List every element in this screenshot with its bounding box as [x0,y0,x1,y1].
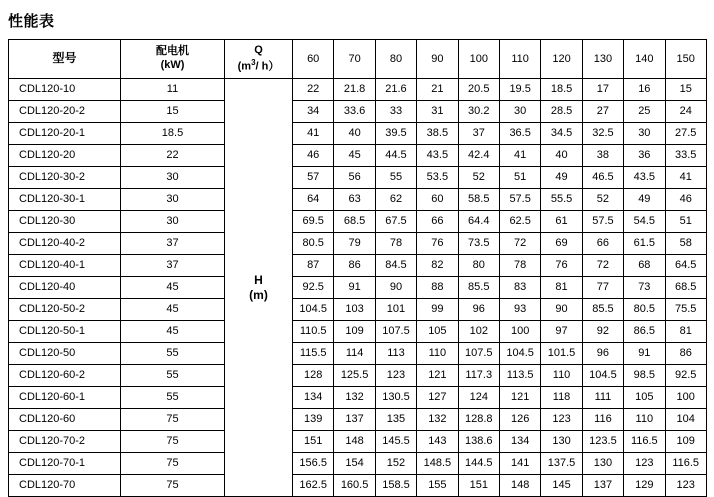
cell-head-value: 81 [541,277,582,299]
header-flow-unit-exponent: 3 [251,57,256,67]
cell-head-value: 80 [458,255,499,277]
cell-head-value: 162.5 [293,475,334,497]
cell-head-value: 154 [334,453,375,475]
cell-head-value: 132 [334,387,375,409]
cell-head-value: 156.5 [293,453,334,475]
cell-model: CDL120-60-1 [9,387,121,409]
header-flow-unit-suffix: / h） [255,60,280,73]
table-header [9,40,707,79]
cell-power: 30 [121,167,225,189]
cell-head-value: 113 [375,343,416,365]
cell-head-value: 90 [375,277,416,299]
cell-head-value: 104.5 [293,299,334,321]
cell-head-value: 55.5 [541,189,582,211]
table-row [9,233,707,255]
cell-model: CDL120-70-2 [9,431,121,453]
cell-head-value: 72 [582,255,623,277]
cell-head-value: 42.4 [458,145,499,167]
cell-head-value: 17 [582,79,623,101]
cell-head-value: 40 [334,123,375,145]
cell-head-value: 128.8 [458,409,499,431]
cell-head-value: 49 [541,167,582,189]
header-power [121,40,225,79]
cell-model: CDL120-40-1 [9,255,121,277]
cell-head-value: 109 [334,321,375,343]
cell-head-value: 53.5 [417,167,458,189]
cell-power: 55 [121,365,225,387]
cell-head-value: 21.8 [334,79,375,101]
cell-head-value: 34.5 [541,123,582,145]
cell-head-value: 145 [541,475,582,497]
cell-model: CDL120-30-2 [9,167,121,189]
table-row [9,343,707,365]
head-symbol: H [254,272,263,287]
cell-power: 30 [121,211,225,233]
cell-head-value: 148.5 [417,453,458,475]
performance-table-container [8,39,706,497]
cell-power: 55 [121,387,225,409]
cell-head-value: 98.5 [624,365,665,387]
cell-head-value: 52 [458,167,499,189]
cell-head-value: 99 [417,299,458,321]
cell-head-value: 91 [334,277,375,299]
cell-head-value: 110 [624,409,665,431]
cell-head-value: 88 [417,277,458,299]
cell-head-value: 32.5 [582,123,623,145]
cell-head-value: 115.5 [293,343,334,365]
cell-head-value: 123.5 [582,431,623,453]
cell-head-value: 20.5 [458,79,499,101]
cell-power: 37 [121,233,225,255]
cell-head-value: 137 [334,409,375,431]
cell-head-value: 107.5 [458,343,499,365]
cell-power: 22 [121,145,225,167]
cell-head-value: 129 [624,475,665,497]
cell-head-value: 85.5 [582,299,623,321]
cell-head-value: 21 [417,79,458,101]
cell-head-value: 104 [665,409,706,431]
performance-table [8,39,707,497]
cell-model: CDL120-40 [9,277,121,299]
header-power-line1: 配电机 [156,45,189,58]
header-flow-value: 110 [499,40,540,79]
header-flow-unit-prefix: (m [237,60,252,73]
cell-head-value: 22 [293,79,334,101]
cell-head-value: 116.5 [665,453,706,475]
cell-head-value: 76 [417,233,458,255]
cell-power: 45 [121,277,225,299]
cell-head-value: 62.5 [499,211,540,233]
cell-head-value: 30.2 [458,101,499,123]
cell-head-value: 41 [499,145,540,167]
cell-head-value: 102 [458,321,499,343]
cell-head-value: 56 [334,167,375,189]
cell-head-value: 128 [293,365,334,387]
cell-head-value: 36 [624,145,665,167]
cell-head-value: 43.5 [417,145,458,167]
cell-head-value: 38 [582,145,623,167]
cell-head-value: 132 [417,409,458,431]
cell-head-value: 100 [665,387,706,409]
cell-head-value: 123 [541,409,582,431]
cell-head-value: 110.5 [293,321,334,343]
table-row [9,145,707,167]
table-row [9,475,707,497]
cell-head-value: 100 [499,321,540,343]
header-power-line2: (kW) [160,59,185,71]
cell-head-value: 54.5 [624,211,665,233]
cell-head-value: 41 [293,123,334,145]
cell-head-value: 90 [541,299,582,321]
head-unit: (m) [249,287,268,302]
cell-head-value: 77 [582,277,623,299]
cell-head-value: 123 [665,475,706,497]
cell-head-value: 25 [624,101,665,123]
cell-power: 75 [121,453,225,475]
header-flow-value: 100 [458,40,499,79]
cell-power: 45 [121,299,225,321]
cell-head-value: 80.5 [293,233,334,255]
header-flow [225,40,293,79]
table-row [9,211,707,233]
cell-power: 45 [121,321,225,343]
header-flow-value: 140 [624,40,665,79]
cell-head-value: 34 [293,101,334,123]
cell-power: 55 [121,343,225,365]
cell-model: CDL120-70 [9,475,121,497]
table-row [9,431,707,453]
page-title: 性能表 [8,13,55,30]
cell-head-value: 55 [375,167,416,189]
cell-model: CDL120-50 [9,343,121,365]
header-flow-value: 70 [334,40,375,79]
cell-head-value: 58 [665,233,706,255]
cell-head-value: 69.5 [293,211,334,233]
cell-head-value: 114 [334,343,375,365]
cell-head-value: 118 [541,387,582,409]
table-row [9,453,707,475]
cell-head-value: 105 [624,387,665,409]
cell-head-value: 44.5 [375,145,416,167]
cell-head-value: 116 [582,409,623,431]
cell-head-value: 134 [293,387,334,409]
cell-head-value: 134 [499,431,540,453]
cell-head-value: 39.5 [375,123,416,145]
cell-head-value: 33 [375,101,416,123]
cell-model: CDL120-20 [9,145,121,167]
cell-head-value: 141 [499,453,540,475]
cell-head-value: 33.5 [665,145,706,167]
table-row [9,101,707,123]
cell-head-value: 57.5 [582,211,623,233]
cell-power: 37 [121,255,225,277]
table-row [9,189,707,211]
table-row [9,409,707,431]
table-row [9,167,707,189]
cell-head-value: 127 [417,387,458,409]
header-model: 型号 [9,40,121,79]
cell-head-value: 105 [417,321,458,343]
cell-head-value: 64.5 [665,255,706,277]
cell-model: CDL120-20-2 [9,101,121,123]
cell-head-value: 86 [334,255,375,277]
cell-head-value: 113.5 [499,365,540,387]
cell-head-value: 97 [541,321,582,343]
cell-head-value: 73 [624,277,665,299]
header-flow-value: 120 [541,40,582,79]
table-row [9,277,707,299]
cell-head-value: 83 [499,277,540,299]
table-row [9,299,707,321]
cell-head-value: 57.5 [499,189,540,211]
table-row [9,123,707,145]
cell-head-value: 86 [665,343,706,365]
cell-head-value: 62 [375,189,416,211]
table-row [9,79,707,101]
cell-head-value: 109 [665,431,706,453]
cell-model: CDL120-70-1 [9,453,121,475]
cell-head-value: 93 [499,299,540,321]
cell-head-value: 151 [293,431,334,453]
cell-head-value: 101.5 [541,343,582,365]
cell-power: 11 [121,79,225,101]
cell-head-value: 87 [293,255,334,277]
cell-head-value: 80.5 [624,299,665,321]
cell-head-value: 68.5 [665,277,706,299]
table-row [9,255,707,277]
header-flow-symbol: Q [254,43,263,56]
cell-model: CDL120-20-1 [9,123,121,145]
cell-head-value: 92 [582,321,623,343]
cell-model: CDL120-50-1 [9,321,121,343]
cell-head-value: 104.5 [499,343,540,365]
cell-head-value: 86.5 [624,321,665,343]
cell-head-value: 45 [334,145,375,167]
cell-power: 75 [121,431,225,453]
cell-head-value: 84.5 [375,255,416,277]
cell-head-value: 27.5 [665,123,706,145]
cell-head-value: 124 [458,387,499,409]
cell-head-value: 107.5 [375,321,416,343]
header-flow-value: 60 [293,40,334,79]
cell-head-value: 28.5 [541,101,582,123]
cell-head-value: 18.5 [541,79,582,101]
table-row [9,365,707,387]
cell-head-value: 78 [499,255,540,277]
cell-head-value: 81 [665,321,706,343]
table-body [9,79,707,497]
cell-head-value: 16 [624,79,665,101]
cell-head-value: 69 [541,233,582,255]
cell-head-value: 160.5 [334,475,375,497]
cell-head-value: 92.5 [665,365,706,387]
cell-head-value: 130 [582,453,623,475]
cell-model: CDL120-50-2 [9,299,121,321]
cell-head-value: 21.6 [375,79,416,101]
cell-head-value: 46.5 [582,167,623,189]
cell-head-value: 123 [375,365,416,387]
header-flow-value: 130 [582,40,623,79]
cell-head-value: 46 [665,189,706,211]
cell-head-value: 30 [499,101,540,123]
cell-head-value: 78 [375,233,416,255]
cell-head-value: 96 [458,299,499,321]
header-flow-unit [238,58,280,74]
cell-head-value: 64 [293,189,334,211]
cell-head-value: 139 [293,409,334,431]
cell-head-value: 72 [499,233,540,255]
cell-head-value: 137.5 [541,453,582,475]
cell-head-value: 151 [458,475,499,497]
cell-model: CDL120-40-2 [9,233,121,255]
cell-head-value: 67.5 [375,211,416,233]
cell-head-value: 68 [624,255,665,277]
cell-head-value: 36.5 [499,123,540,145]
cell-head-value: 75.5 [665,299,706,321]
cell-head-value: 33.6 [334,101,375,123]
cell-head-value: 64.4 [458,211,499,233]
cell-head-value: 126 [499,409,540,431]
cell-head-value: 110 [541,365,582,387]
cell-model: CDL120-10 [9,79,121,101]
cell-head-value: 123 [624,453,665,475]
cell-head-value: 101 [375,299,416,321]
cell-model: CDL120-30-1 [9,189,121,211]
cell-head-value: 130.5 [375,387,416,409]
cell-head-value: 73.5 [458,233,499,255]
cell-model: CDL120-30 [9,211,121,233]
cell-head-value: 155 [417,475,458,497]
table-row [9,321,707,343]
cell-head-value: 24 [665,101,706,123]
cell-head-label [225,79,293,497]
cell-head-value: 103 [334,299,375,321]
cell-head-value: 85.5 [458,277,499,299]
cell-head-value: 110 [417,343,458,365]
cell-head-value: 79 [334,233,375,255]
cell-head-value: 130 [541,431,582,453]
header-row [9,40,707,79]
cell-head-value: 51 [665,211,706,233]
cell-head-value: 38.5 [417,123,458,145]
cell-head-value: 61 [541,211,582,233]
cell-head-value: 49 [624,189,665,211]
cell-head-value: 117.3 [458,365,499,387]
cell-head-value: 66 [582,233,623,255]
cell-head-value: 91 [624,343,665,365]
cell-head-value: 125.5 [334,365,375,387]
cell-head-value: 143 [417,431,458,453]
cell-head-value: 144.5 [458,453,499,475]
cell-model: CDL120-60 [9,409,121,431]
cell-head-value: 60 [417,189,458,211]
cell-power: 18.5 [121,123,225,145]
cell-head-value: 51 [499,167,540,189]
cell-head-value: 152 [375,453,416,475]
cell-head-value: 116.5 [624,431,665,453]
cell-head-value: 43.5 [624,167,665,189]
cell-head-value: 68.5 [334,211,375,233]
header-flow-value: 150 [665,40,706,79]
cell-power: 75 [121,475,225,497]
cell-head-value: 30 [624,123,665,145]
cell-head-value: 46 [293,145,334,167]
cell-head-value: 111 [582,387,623,409]
cell-head-value: 76 [541,255,582,277]
cell-head-value: 19.5 [499,79,540,101]
header-flow-value: 90 [417,40,458,79]
cell-head-value: 135 [375,409,416,431]
cell-head-value: 137 [582,475,623,497]
cell-head-value: 158.5 [375,475,416,497]
cell-head-value: 92.5 [293,277,334,299]
cell-power: 15 [121,101,225,123]
cell-head-value: 63 [334,189,375,211]
cell-head-value: 41 [665,167,706,189]
table-row [9,387,707,409]
cell-head-value: 40 [541,145,582,167]
cell-head-value: 145.5 [375,431,416,453]
cell-head-value: 121 [417,365,458,387]
cell-power: 75 [121,409,225,431]
cell-head-value: 148 [499,475,540,497]
cell-head-value: 15 [665,79,706,101]
cell-power: 30 [121,189,225,211]
cell-head-value: 27 [582,101,623,123]
cell-head-value: 61.5 [624,233,665,255]
cell-head-value: 66 [417,211,458,233]
cell-head-value: 96 [582,343,623,365]
cell-head-value: 52 [582,189,623,211]
cell-head-value: 31 [417,101,458,123]
cell-head-value: 104.5 [582,365,623,387]
header-flow-value: 80 [375,40,416,79]
cell-head-value: 148 [334,431,375,453]
cell-head-value: 58.5 [458,189,499,211]
cell-head-value: 121 [499,387,540,409]
cell-model: CDL120-60-2 [9,365,121,387]
cell-head-value: 57 [293,167,334,189]
cell-head-value: 82 [417,255,458,277]
cell-head-value: 138.6 [458,431,499,453]
cell-head-value: 37 [458,123,499,145]
